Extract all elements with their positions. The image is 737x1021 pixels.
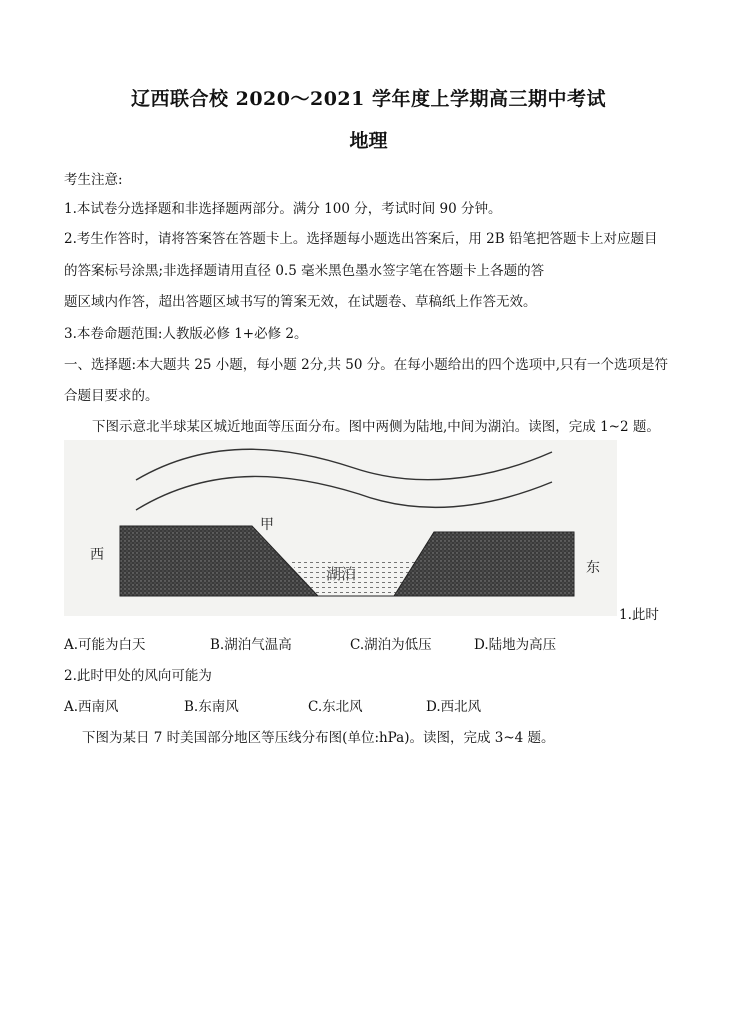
q1-option-d: D.陆地为高压 xyxy=(474,637,557,653)
exam-subject: 地理 xyxy=(349,130,388,152)
isobar-upper xyxy=(136,449,552,480)
question-2-stem: 2.此时甲处的风向可能为 xyxy=(64,668,212,684)
q1-option-b: B.湖泊气温高 xyxy=(210,637,292,653)
q2-option-c: C.东北风 xyxy=(308,699,363,715)
notice-item-2-line-2: 的答案标号涂黑;非选择题请用直径 0.5 毫米黑色墨水签字笔在答题卡上各题的答 xyxy=(64,263,545,279)
notice-heading: 考生注意: xyxy=(64,172,123,188)
notice-item-2-line-3: 题区域内作答，超出答题区域书写的箐案无效，在试题卷、草稿纸上作答无效。 xyxy=(64,294,537,310)
label-jia: 甲 xyxy=(260,517,274,533)
notice-item-1: 1.本试卷分选择题和非选择题两部分。满分 100 分，考试时间 90 分钟。 xyxy=(64,201,502,217)
label-east: 东 xyxy=(586,560,600,576)
label-west: 西 xyxy=(90,547,104,563)
q1-option-c: C.湖泊为低压 xyxy=(350,637,432,653)
isobar-lower xyxy=(136,476,552,510)
label-lake: 湖泊 xyxy=(326,565,357,583)
east-land xyxy=(394,532,574,596)
q1-option-a: A.可能为白天 xyxy=(64,637,146,653)
notice-item-3: 3.本卷命题范围:人教版必修 1+必修 2。 xyxy=(64,326,308,342)
q2-option-a: A.西南风 xyxy=(64,699,119,715)
material-1-text: 下图示意北半球某区城近地面等压面分布。图中两侧为陆地,中间为湖泊。读图，完成 1~2 题。 xyxy=(92,419,660,435)
isobaric-surface-diagram xyxy=(64,440,617,616)
west-land xyxy=(120,526,318,596)
notice-item-2-line-1: 2.考生作答时，请将答案答在答题卡上。选择题每小题选出答案后，用 2B 铅笔把答题卡上对应题目 xyxy=(64,231,658,247)
exam-title: 辽西联合校 2020～2021 学年度上学期高三期中考试 xyxy=(131,88,606,110)
section-1-intro-line-2: 合题目要求的。 xyxy=(64,388,159,404)
question-1-stem: 1.此时 xyxy=(619,607,659,623)
isobaric-surface-svg xyxy=(64,440,617,616)
material-2-text: 下图为某日 7 时美国部分地区等压线分布图(单位:hPa)。读图，完成 3~4 题。 xyxy=(82,730,555,746)
q2-option-b: B.东南风 xyxy=(184,699,239,715)
q2-option-d: D.西北风 xyxy=(426,699,482,715)
section-1-intro-line-1: 一、选择题:本大题共 25 小题，每小题 2分,共 50 分。在每小题给出的四个选项中,只有一个选项是符 xyxy=(64,357,669,373)
